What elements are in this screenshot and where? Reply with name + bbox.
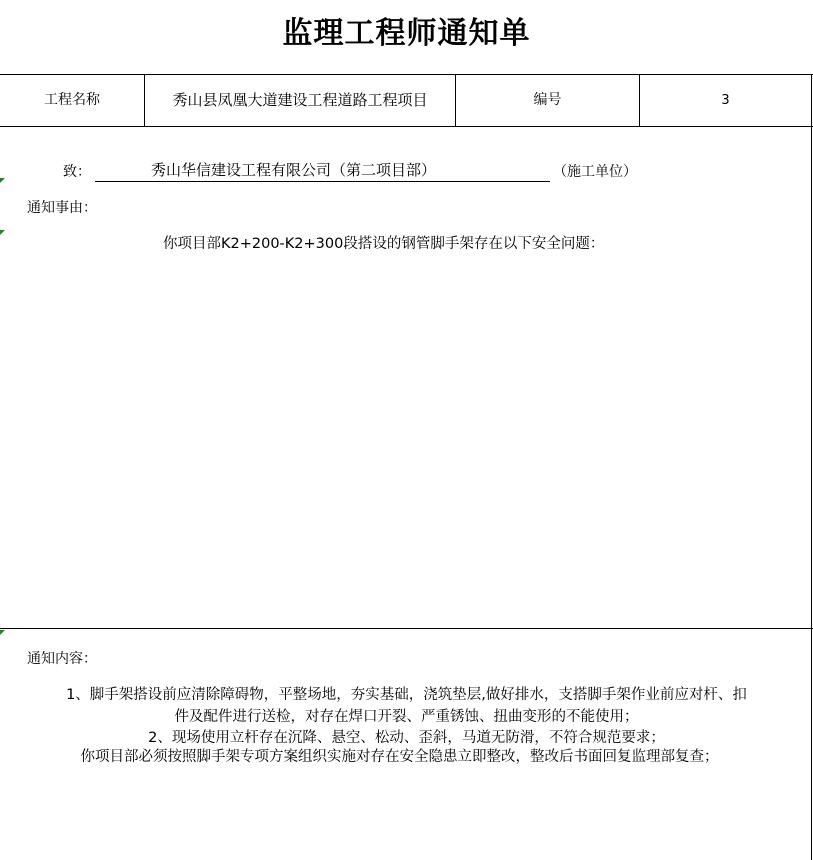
cell-marker-icon: [0, 230, 5, 235]
section-divider: [0, 628, 813, 629]
cell-marker-icon: [0, 178, 5, 183]
recipient-company: 秀山华信建设工程有限公司（第二项目部）: [151, 161, 437, 179]
document-title: 监理工程师通知单: [282, 16, 531, 51]
cell-marker-icon: [0, 630, 5, 635]
header-bottom-border: [0, 126, 813, 127]
notice-content-line: 1、脚手架搭设前应清除障碍物，平整场地，夯实基础，浇筑垫层,做好排水，支搭脚手架作业前应对杆、扣: [66, 687, 747, 703]
notice-content-line: 件及配件进行送检，对存在焊口开裂、严重锈蚀、扭曲变形的不能使用；: [174, 709, 639, 725]
notice-content-label: 通知内容：: [27, 651, 97, 667]
notice-content-line: 你项目部必须按照脚手架专项方案组织实施对存在安全隐患立即整改，整改后书面回复监理部复查；: [80, 749, 719, 765]
project-name-value: 秀山县凤凰大道建设工程道路工程项目: [172, 91, 428, 109]
number-label: 编号: [533, 92, 562, 108]
unit-label: （施工单位）: [553, 164, 637, 180]
recipient-company-field: [95, 159, 550, 182]
notice-content-line: 2、现场使用立杆存在沉降、悬空、松动、歪斜，马道无防滑，不符合规范要求；: [148, 730, 665, 746]
notice-matter-label: 通知事由：: [27, 200, 97, 216]
to-label: 致：: [63, 164, 91, 180]
number-value: 3: [721, 93, 730, 108]
project-name-label: 工程名称: [44, 92, 100, 108]
notice-matter-text: 你项目部K2+200-K2+300段搭设的钢管脚手架存在以下安全问题：: [163, 236, 605, 252]
